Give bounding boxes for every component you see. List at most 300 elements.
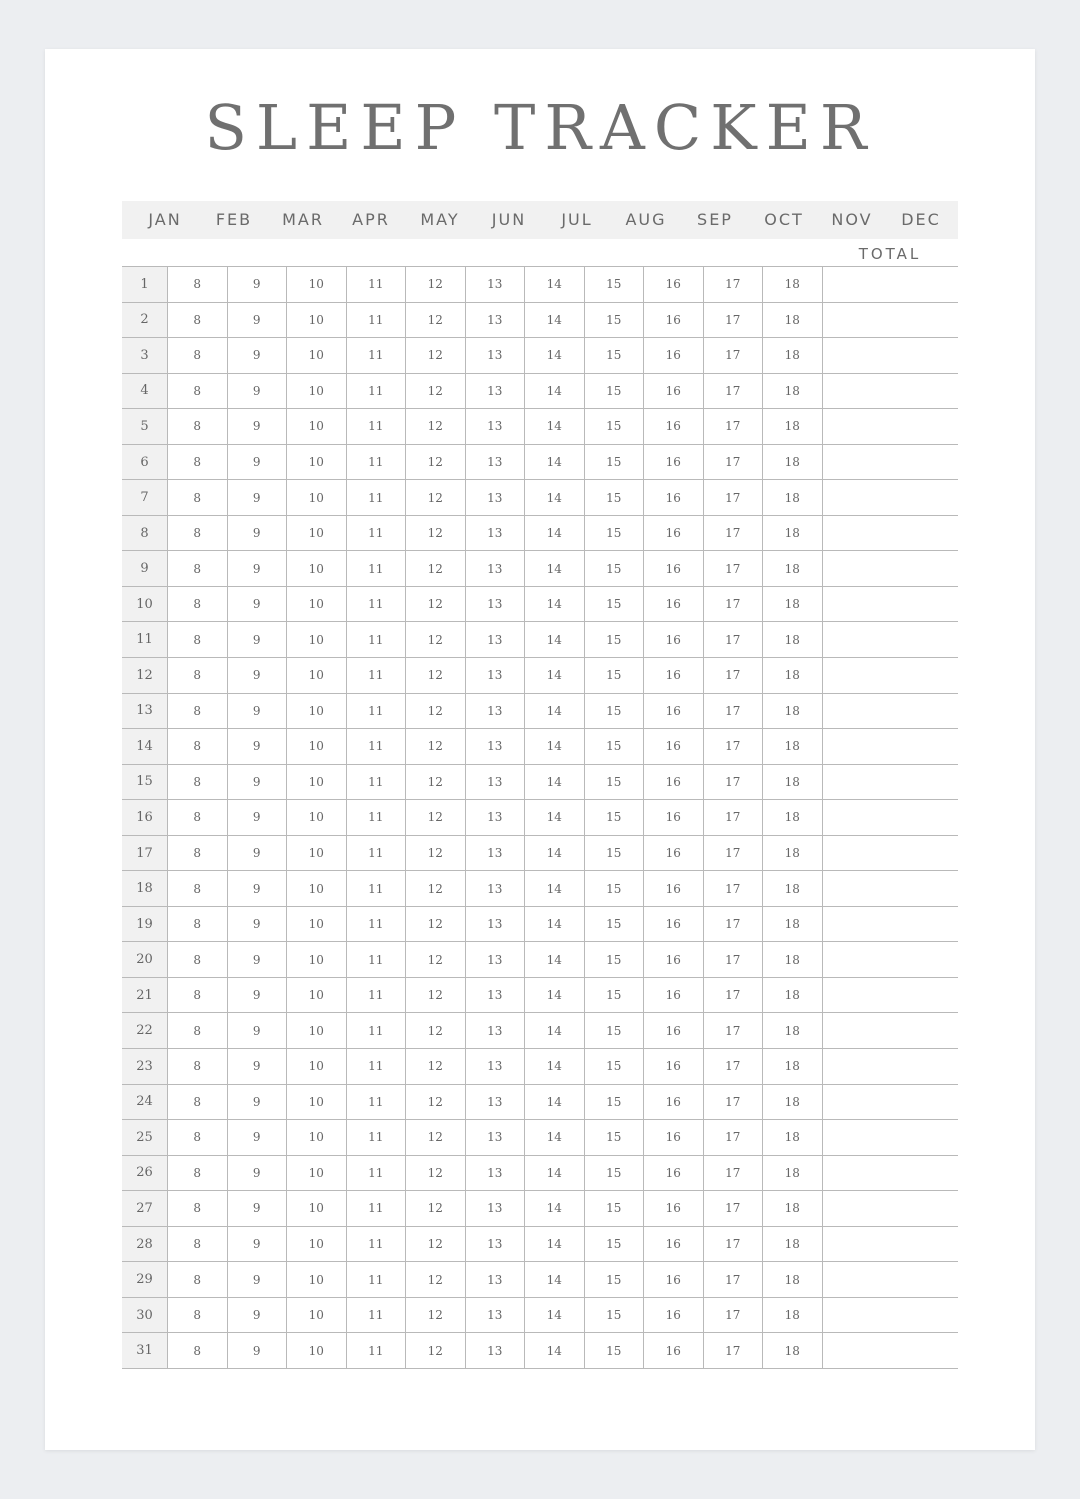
hour-cell[interactable]: 8 xyxy=(167,445,227,480)
hour-cell[interactable]: 12 xyxy=(405,1013,465,1048)
hour-cell[interactable]: 15 xyxy=(584,480,644,515)
hour-cell[interactable]: 13 xyxy=(465,1085,525,1120)
hour-cell[interactable]: 10 xyxy=(286,303,346,338)
total-cell[interactable] xyxy=(822,1191,959,1226)
hour-cell[interactable]: 13 xyxy=(465,1191,525,1226)
hour-cell[interactable]: 16 xyxy=(643,1298,703,1333)
total-cell[interactable] xyxy=(822,267,959,302)
hour-cell[interactable]: 10 xyxy=(286,836,346,871)
hour-cell[interactable]: 17 xyxy=(703,409,763,444)
hour-cell[interactable]: 13 xyxy=(465,516,525,551)
hour-cell[interactable]: 17 xyxy=(703,1191,763,1226)
hour-cell[interactable]: 13 xyxy=(465,1298,525,1333)
hour-cell[interactable]: 8 xyxy=(167,978,227,1013)
hour-cell[interactable]: 15 xyxy=(584,267,644,302)
hour-cell[interactable]: 15 xyxy=(584,1262,644,1297)
hour-cell[interactable]: 18 xyxy=(762,587,822,622)
hour-cell[interactable]: 13 xyxy=(465,1333,525,1368)
hour-cell[interactable]: 10 xyxy=(286,942,346,977)
total-cell[interactable] xyxy=(822,907,959,942)
hour-cell[interactable]: 9 xyxy=(227,1333,287,1368)
hour-cell[interactable]: 8 xyxy=(167,1013,227,1048)
hour-cell[interactable]: 11 xyxy=(346,978,406,1013)
hour-cell[interactable]: 16 xyxy=(643,622,703,657)
hour-cell[interactable]: 17 xyxy=(703,1333,763,1368)
hour-cell[interactable]: 18 xyxy=(762,1013,822,1048)
hour-cell[interactable]: 14 xyxy=(524,1120,584,1155)
hour-cell[interactable]: 17 xyxy=(703,303,763,338)
hour-cell[interactable]: 8 xyxy=(167,1085,227,1120)
hour-cell[interactable]: 14 xyxy=(524,445,584,480)
hour-cell[interactable]: 9 xyxy=(227,1049,287,1084)
hour-cell[interactable]: 11 xyxy=(346,445,406,480)
hour-cell[interactable]: 17 xyxy=(703,942,763,977)
hour-cell[interactable]: 15 xyxy=(584,1049,644,1084)
hour-cell[interactable]: 17 xyxy=(703,907,763,942)
hour-cell[interactable]: 16 xyxy=(643,409,703,444)
hour-cell[interactable]: 14 xyxy=(524,765,584,800)
hour-cell[interactable]: 15 xyxy=(584,1191,644,1226)
total-cell[interactable] xyxy=(822,765,959,800)
hour-cell[interactable]: 14 xyxy=(524,942,584,977)
hour-cell[interactable]: 17 xyxy=(703,765,763,800)
hour-cell[interactable]: 10 xyxy=(286,658,346,693)
hour-cell[interactable]: 13 xyxy=(465,942,525,977)
hour-cell[interactable]: 16 xyxy=(643,800,703,835)
hour-cell[interactable]: 12 xyxy=(405,445,465,480)
hour-cell[interactable]: 17 xyxy=(703,338,763,373)
hour-cell[interactable]: 18 xyxy=(762,1333,822,1368)
hour-cell[interactable]: 13 xyxy=(465,658,525,693)
hour-cell[interactable]: 17 xyxy=(703,1298,763,1333)
hour-cell[interactable]: 14 xyxy=(524,836,584,871)
hour-cell[interactable]: 18 xyxy=(762,1049,822,1084)
hour-cell[interactable]: 13 xyxy=(465,871,525,906)
hour-cell[interactable]: 18 xyxy=(762,516,822,551)
hour-cell[interactable]: 12 xyxy=(405,338,465,373)
hour-cell[interactable]: 16 xyxy=(643,551,703,586)
hour-cell[interactable]: 18 xyxy=(762,694,822,729)
hour-cell[interactable]: 14 xyxy=(524,694,584,729)
hour-cell[interactable]: 15 xyxy=(584,800,644,835)
hour-cell[interactable]: 8 xyxy=(167,338,227,373)
hour-cell[interactable]: 10 xyxy=(286,729,346,764)
total-cell[interactable] xyxy=(822,729,959,764)
hour-cell[interactable]: 18 xyxy=(762,1227,822,1262)
total-cell[interactable] xyxy=(822,1013,959,1048)
hour-cell[interactable]: 9 xyxy=(227,871,287,906)
hour-cell[interactable]: 8 xyxy=(167,1262,227,1297)
hour-cell[interactable]: 15 xyxy=(584,1013,644,1048)
total-cell[interactable] xyxy=(822,694,959,729)
hour-cell[interactable]: 9 xyxy=(227,1085,287,1120)
hour-cell[interactable]: 13 xyxy=(465,800,525,835)
hour-cell[interactable]: 10 xyxy=(286,587,346,622)
hour-cell[interactable]: 13 xyxy=(465,836,525,871)
hour-cell[interactable]: 12 xyxy=(405,1049,465,1084)
hour-cell[interactable]: 9 xyxy=(227,267,287,302)
hour-cell[interactable]: 10 xyxy=(286,480,346,515)
hour-cell[interactable]: 18 xyxy=(762,871,822,906)
total-cell[interactable] xyxy=(822,516,959,551)
hour-cell[interactable]: 12 xyxy=(405,1333,465,1368)
hour-cell[interactable]: 8 xyxy=(167,729,227,764)
hour-cell[interactable]: 12 xyxy=(405,1227,465,1262)
hour-cell[interactable]: 9 xyxy=(227,800,287,835)
hour-cell[interactable]: 8 xyxy=(167,303,227,338)
hour-cell[interactable]: 17 xyxy=(703,445,763,480)
hour-cell[interactable]: 8 xyxy=(167,516,227,551)
hour-cell[interactable]: 8 xyxy=(167,907,227,942)
hour-cell[interactable]: 10 xyxy=(286,1013,346,1048)
hour-cell[interactable]: 16 xyxy=(643,1227,703,1262)
hour-cell[interactable]: 13 xyxy=(465,729,525,764)
hour-cell[interactable]: 8 xyxy=(167,587,227,622)
hour-cell[interactable]: 15 xyxy=(584,516,644,551)
hour-cell[interactable]: 16 xyxy=(643,303,703,338)
hour-cell[interactable]: 11 xyxy=(346,1262,406,1297)
hour-cell[interactable]: 16 xyxy=(643,907,703,942)
hour-cell[interactable]: 14 xyxy=(524,622,584,657)
hour-cell[interactable]: 17 xyxy=(703,267,763,302)
hour-cell[interactable]: 18 xyxy=(762,338,822,373)
hour-cell[interactable]: 14 xyxy=(524,1333,584,1368)
hour-cell[interactable]: 12 xyxy=(405,729,465,764)
hour-cell[interactable]: 16 xyxy=(643,267,703,302)
total-cell[interactable] xyxy=(822,1262,959,1297)
hour-cell[interactable]: 11 xyxy=(346,1333,406,1368)
hour-cell[interactable]: 14 xyxy=(524,1227,584,1262)
hour-cell[interactable]: 9 xyxy=(227,1298,287,1333)
hour-cell[interactable]: 14 xyxy=(524,1085,584,1120)
hour-cell[interactable]: 12 xyxy=(405,800,465,835)
hour-cell[interactable]: 11 xyxy=(346,694,406,729)
hour-cell[interactable]: 8 xyxy=(167,942,227,977)
hour-cell[interactable]: 12 xyxy=(405,836,465,871)
hour-cell[interactable]: 15 xyxy=(584,694,644,729)
hour-cell[interactable]: 17 xyxy=(703,1013,763,1048)
hour-cell[interactable]: 16 xyxy=(643,1013,703,1048)
hour-cell[interactable]: 11 xyxy=(346,1013,406,1048)
hour-cell[interactable]: 10 xyxy=(286,516,346,551)
hour-cell[interactable]: 14 xyxy=(524,729,584,764)
hour-cell[interactable]: 18 xyxy=(762,1298,822,1333)
hour-cell[interactable]: 9 xyxy=(227,445,287,480)
hour-cell[interactable]: 16 xyxy=(643,480,703,515)
total-cell[interactable] xyxy=(822,1333,959,1368)
hour-cell[interactable]: 10 xyxy=(286,1085,346,1120)
hour-cell[interactable]: 9 xyxy=(227,1262,287,1297)
hour-cell[interactable]: 16 xyxy=(643,729,703,764)
hour-cell[interactable]: 18 xyxy=(762,1156,822,1191)
hour-cell[interactable]: 10 xyxy=(286,1333,346,1368)
hour-cell[interactable]: 18 xyxy=(762,1085,822,1120)
hour-cell[interactable]: 8 xyxy=(167,374,227,409)
hour-cell[interactable]: 11 xyxy=(346,1120,406,1155)
hour-cell[interactable]: 11 xyxy=(346,1227,406,1262)
hour-cell[interactable]: 16 xyxy=(643,694,703,729)
hour-cell[interactable]: 15 xyxy=(584,303,644,338)
hour-cell[interactable]: 10 xyxy=(286,765,346,800)
hour-cell[interactable]: 9 xyxy=(227,729,287,764)
hour-cell[interactable]: 14 xyxy=(524,303,584,338)
hour-cell[interactable]: 9 xyxy=(227,942,287,977)
hour-cell[interactable]: 10 xyxy=(286,1227,346,1262)
hour-cell[interactable]: 10 xyxy=(286,409,346,444)
hour-cell[interactable]: 16 xyxy=(643,1333,703,1368)
hour-cell[interactable]: 9 xyxy=(227,303,287,338)
total-cell[interactable] xyxy=(822,942,959,977)
hour-cell[interactable]: 16 xyxy=(643,871,703,906)
hour-cell[interactable]: 13 xyxy=(465,765,525,800)
hour-cell[interactable]: 9 xyxy=(227,907,287,942)
hour-cell[interactable]: 17 xyxy=(703,658,763,693)
hour-cell[interactable]: 10 xyxy=(286,1049,346,1084)
hour-cell[interactable]: 12 xyxy=(405,622,465,657)
hour-cell[interactable]: 18 xyxy=(762,480,822,515)
hour-cell[interactable]: 8 xyxy=(167,658,227,693)
hour-cell[interactable]: 18 xyxy=(762,303,822,338)
hour-cell[interactable]: 14 xyxy=(524,871,584,906)
hour-cell[interactable]: 17 xyxy=(703,516,763,551)
hour-cell[interactable]: 11 xyxy=(346,480,406,515)
hour-cell[interactable]: 15 xyxy=(584,871,644,906)
hour-cell[interactable]: 12 xyxy=(405,374,465,409)
hour-cell[interactable]: 9 xyxy=(227,516,287,551)
hour-cell[interactable]: 13 xyxy=(465,267,525,302)
hour-cell[interactable]: 17 xyxy=(703,729,763,764)
hour-cell[interactable]: 9 xyxy=(227,1227,287,1262)
hour-cell[interactable]: 17 xyxy=(703,1085,763,1120)
hour-cell[interactable]: 15 xyxy=(584,409,644,444)
hour-cell[interactable]: 18 xyxy=(762,1120,822,1155)
hour-cell[interactable]: 17 xyxy=(703,1262,763,1297)
total-cell[interactable] xyxy=(822,374,959,409)
total-cell[interactable] xyxy=(822,551,959,586)
hour-cell[interactable]: 13 xyxy=(465,587,525,622)
hour-cell[interactable]: 18 xyxy=(762,267,822,302)
hour-cell[interactable]: 12 xyxy=(405,409,465,444)
hour-cell[interactable]: 14 xyxy=(524,800,584,835)
hour-cell[interactable]: 13 xyxy=(465,303,525,338)
hour-cell[interactable]: 10 xyxy=(286,551,346,586)
hour-cell[interactable]: 12 xyxy=(405,907,465,942)
hour-cell[interactable]: 17 xyxy=(703,836,763,871)
hour-cell[interactable]: 12 xyxy=(405,1262,465,1297)
hour-cell[interactable]: 14 xyxy=(524,907,584,942)
hour-cell[interactable]: 9 xyxy=(227,1156,287,1191)
hour-cell[interactable]: 17 xyxy=(703,1120,763,1155)
hour-cell[interactable]: 11 xyxy=(346,374,406,409)
hour-cell[interactable]: 9 xyxy=(227,1191,287,1226)
hour-cell[interactable]: 8 xyxy=(167,1333,227,1368)
hour-cell[interactable]: 15 xyxy=(584,1156,644,1191)
total-cell[interactable] xyxy=(822,978,959,1013)
hour-cell[interactable]: 12 xyxy=(405,303,465,338)
hour-cell[interactable]: 8 xyxy=(167,480,227,515)
hour-cell[interactable]: 8 xyxy=(167,409,227,444)
total-cell[interactable] xyxy=(822,587,959,622)
hour-cell[interactable]: 15 xyxy=(584,1227,644,1262)
hour-cell[interactable]: 11 xyxy=(346,409,406,444)
hour-cell[interactable]: 14 xyxy=(524,587,584,622)
hour-cell[interactable]: 13 xyxy=(465,338,525,373)
hour-cell[interactable]: 10 xyxy=(286,338,346,373)
hour-cell[interactable]: 17 xyxy=(703,622,763,657)
hour-cell[interactable]: 18 xyxy=(762,836,822,871)
hour-cell[interactable]: 11 xyxy=(346,622,406,657)
hour-cell[interactable]: 16 xyxy=(643,1191,703,1226)
hour-cell[interactable]: 13 xyxy=(465,907,525,942)
hour-cell[interactable]: 15 xyxy=(584,587,644,622)
total-cell[interactable] xyxy=(822,409,959,444)
hour-cell[interactable]: 9 xyxy=(227,978,287,1013)
hour-cell[interactable]: 14 xyxy=(524,1298,584,1333)
hour-cell[interactable]: 13 xyxy=(465,409,525,444)
hour-cell[interactable]: 8 xyxy=(167,836,227,871)
hour-cell[interactable]: 9 xyxy=(227,1120,287,1155)
hour-cell[interactable]: 16 xyxy=(643,1262,703,1297)
hour-cell[interactable]: 13 xyxy=(465,1156,525,1191)
hour-cell[interactable]: 13 xyxy=(465,1120,525,1155)
hour-cell[interactable]: 17 xyxy=(703,587,763,622)
hour-cell[interactable]: 14 xyxy=(524,1013,584,1048)
hour-cell[interactable]: 14 xyxy=(524,1191,584,1226)
hour-cell[interactable]: 11 xyxy=(346,765,406,800)
hour-cell[interactable]: 13 xyxy=(465,1049,525,1084)
hour-cell[interactable]: 16 xyxy=(643,942,703,977)
hour-cell[interactable]: 10 xyxy=(286,800,346,835)
hour-cell[interactable]: 8 xyxy=(167,694,227,729)
hour-cell[interactable]: 11 xyxy=(346,907,406,942)
hour-cell[interactable]: 14 xyxy=(524,338,584,373)
hour-cell[interactable]: 13 xyxy=(465,374,525,409)
hour-cell[interactable]: 14 xyxy=(524,1049,584,1084)
hour-cell[interactable]: 17 xyxy=(703,1227,763,1262)
hour-cell[interactable]: 8 xyxy=(167,1049,227,1084)
total-cell[interactable] xyxy=(822,480,959,515)
total-cell[interactable] xyxy=(822,303,959,338)
hour-cell[interactable]: 12 xyxy=(405,942,465,977)
hour-cell[interactable]: 12 xyxy=(405,516,465,551)
hour-cell[interactable]: 9 xyxy=(227,587,287,622)
hour-cell[interactable]: 17 xyxy=(703,480,763,515)
hour-cell[interactable]: 18 xyxy=(762,800,822,835)
hour-cell[interactable]: 16 xyxy=(643,978,703,1013)
total-cell[interactable] xyxy=(822,836,959,871)
hour-cell[interactable]: 10 xyxy=(286,267,346,302)
hour-cell[interactable]: 15 xyxy=(584,622,644,657)
hour-cell[interactable]: 15 xyxy=(584,942,644,977)
hour-cell[interactable]: 15 xyxy=(584,1085,644,1120)
hour-cell[interactable]: 13 xyxy=(465,551,525,586)
hour-cell[interactable]: 16 xyxy=(643,445,703,480)
hour-cell[interactable]: 18 xyxy=(762,445,822,480)
total-cell[interactable] xyxy=(822,1227,959,1262)
hour-cell[interactable]: 11 xyxy=(346,551,406,586)
hour-cell[interactable]: 14 xyxy=(524,374,584,409)
hour-cell[interactable]: 14 xyxy=(524,409,584,444)
hour-cell[interactable]: 16 xyxy=(643,1085,703,1120)
total-cell[interactable] xyxy=(822,1120,959,1155)
hour-cell[interactable]: 11 xyxy=(346,836,406,871)
hour-cell[interactable]: 17 xyxy=(703,1156,763,1191)
hour-cell[interactable]: 12 xyxy=(405,1298,465,1333)
total-cell[interactable] xyxy=(822,338,959,373)
total-cell[interactable] xyxy=(822,658,959,693)
hour-cell[interactable]: 9 xyxy=(227,409,287,444)
hour-cell[interactable]: 17 xyxy=(703,871,763,906)
hour-cell[interactable]: 18 xyxy=(762,658,822,693)
hour-cell[interactable]: 15 xyxy=(584,907,644,942)
hour-cell[interactable]: 15 xyxy=(584,658,644,693)
hour-cell[interactable]: 9 xyxy=(227,622,287,657)
hour-cell[interactable]: 8 xyxy=(167,551,227,586)
hour-cell[interactable]: 13 xyxy=(465,1227,525,1262)
hour-cell[interactable]: 15 xyxy=(584,551,644,586)
hour-cell[interactable]: 16 xyxy=(643,1156,703,1191)
hour-cell[interactable]: 17 xyxy=(703,978,763,1013)
hour-cell[interactable]: 16 xyxy=(643,765,703,800)
hour-cell[interactable]: 9 xyxy=(227,836,287,871)
hour-cell[interactable]: 8 xyxy=(167,1227,227,1262)
hour-cell[interactable]: 11 xyxy=(346,800,406,835)
hour-cell[interactable]: 12 xyxy=(405,267,465,302)
hour-cell[interactable]: 11 xyxy=(346,516,406,551)
hour-cell[interactable]: 14 xyxy=(524,267,584,302)
hour-cell[interactable]: 8 xyxy=(167,800,227,835)
hour-cell[interactable]: 9 xyxy=(227,338,287,373)
hour-cell[interactable]: 8 xyxy=(167,1191,227,1226)
hour-cell[interactable]: 13 xyxy=(465,445,525,480)
hour-cell[interactable]: 12 xyxy=(405,1191,465,1226)
hour-cell[interactable]: 14 xyxy=(524,1156,584,1191)
total-cell[interactable] xyxy=(822,871,959,906)
hour-cell[interactable]: 11 xyxy=(346,1156,406,1191)
hour-cell[interactable]: 14 xyxy=(524,551,584,586)
hour-cell[interactable]: 11 xyxy=(346,1049,406,1084)
hour-cell[interactable]: 9 xyxy=(227,765,287,800)
hour-cell[interactable]: 11 xyxy=(346,1085,406,1120)
hour-cell[interactable]: 11 xyxy=(346,871,406,906)
hour-cell[interactable]: 8 xyxy=(167,765,227,800)
hour-cell[interactable]: 10 xyxy=(286,1262,346,1297)
hour-cell[interactable]: 12 xyxy=(405,871,465,906)
hour-cell[interactable]: 18 xyxy=(762,942,822,977)
hour-cell[interactable]: 18 xyxy=(762,907,822,942)
hour-cell[interactable]: 15 xyxy=(584,338,644,373)
total-cell[interactable] xyxy=(822,1049,959,1084)
hour-cell[interactable]: 12 xyxy=(405,1085,465,1120)
hour-cell[interactable]: 11 xyxy=(346,338,406,373)
hour-cell[interactable]: 13 xyxy=(465,694,525,729)
hour-cell[interactable]: 14 xyxy=(524,658,584,693)
hour-cell[interactable]: 10 xyxy=(286,1120,346,1155)
total-cell[interactable] xyxy=(822,1156,959,1191)
hour-cell[interactable]: 15 xyxy=(584,374,644,409)
hour-cell[interactable]: 17 xyxy=(703,1049,763,1084)
hour-cell[interactable]: 9 xyxy=(227,694,287,729)
hour-cell[interactable]: 13 xyxy=(465,622,525,657)
hour-cell[interactable]: 11 xyxy=(346,658,406,693)
hour-cell[interactable]: 10 xyxy=(286,871,346,906)
hour-cell[interactable]: 10 xyxy=(286,1156,346,1191)
hour-cell[interactable]: 17 xyxy=(703,694,763,729)
hour-cell[interactable]: 17 xyxy=(703,551,763,586)
hour-cell[interactable]: 11 xyxy=(346,303,406,338)
hour-cell[interactable]: 16 xyxy=(643,338,703,373)
hour-cell[interactable]: 12 xyxy=(405,551,465,586)
